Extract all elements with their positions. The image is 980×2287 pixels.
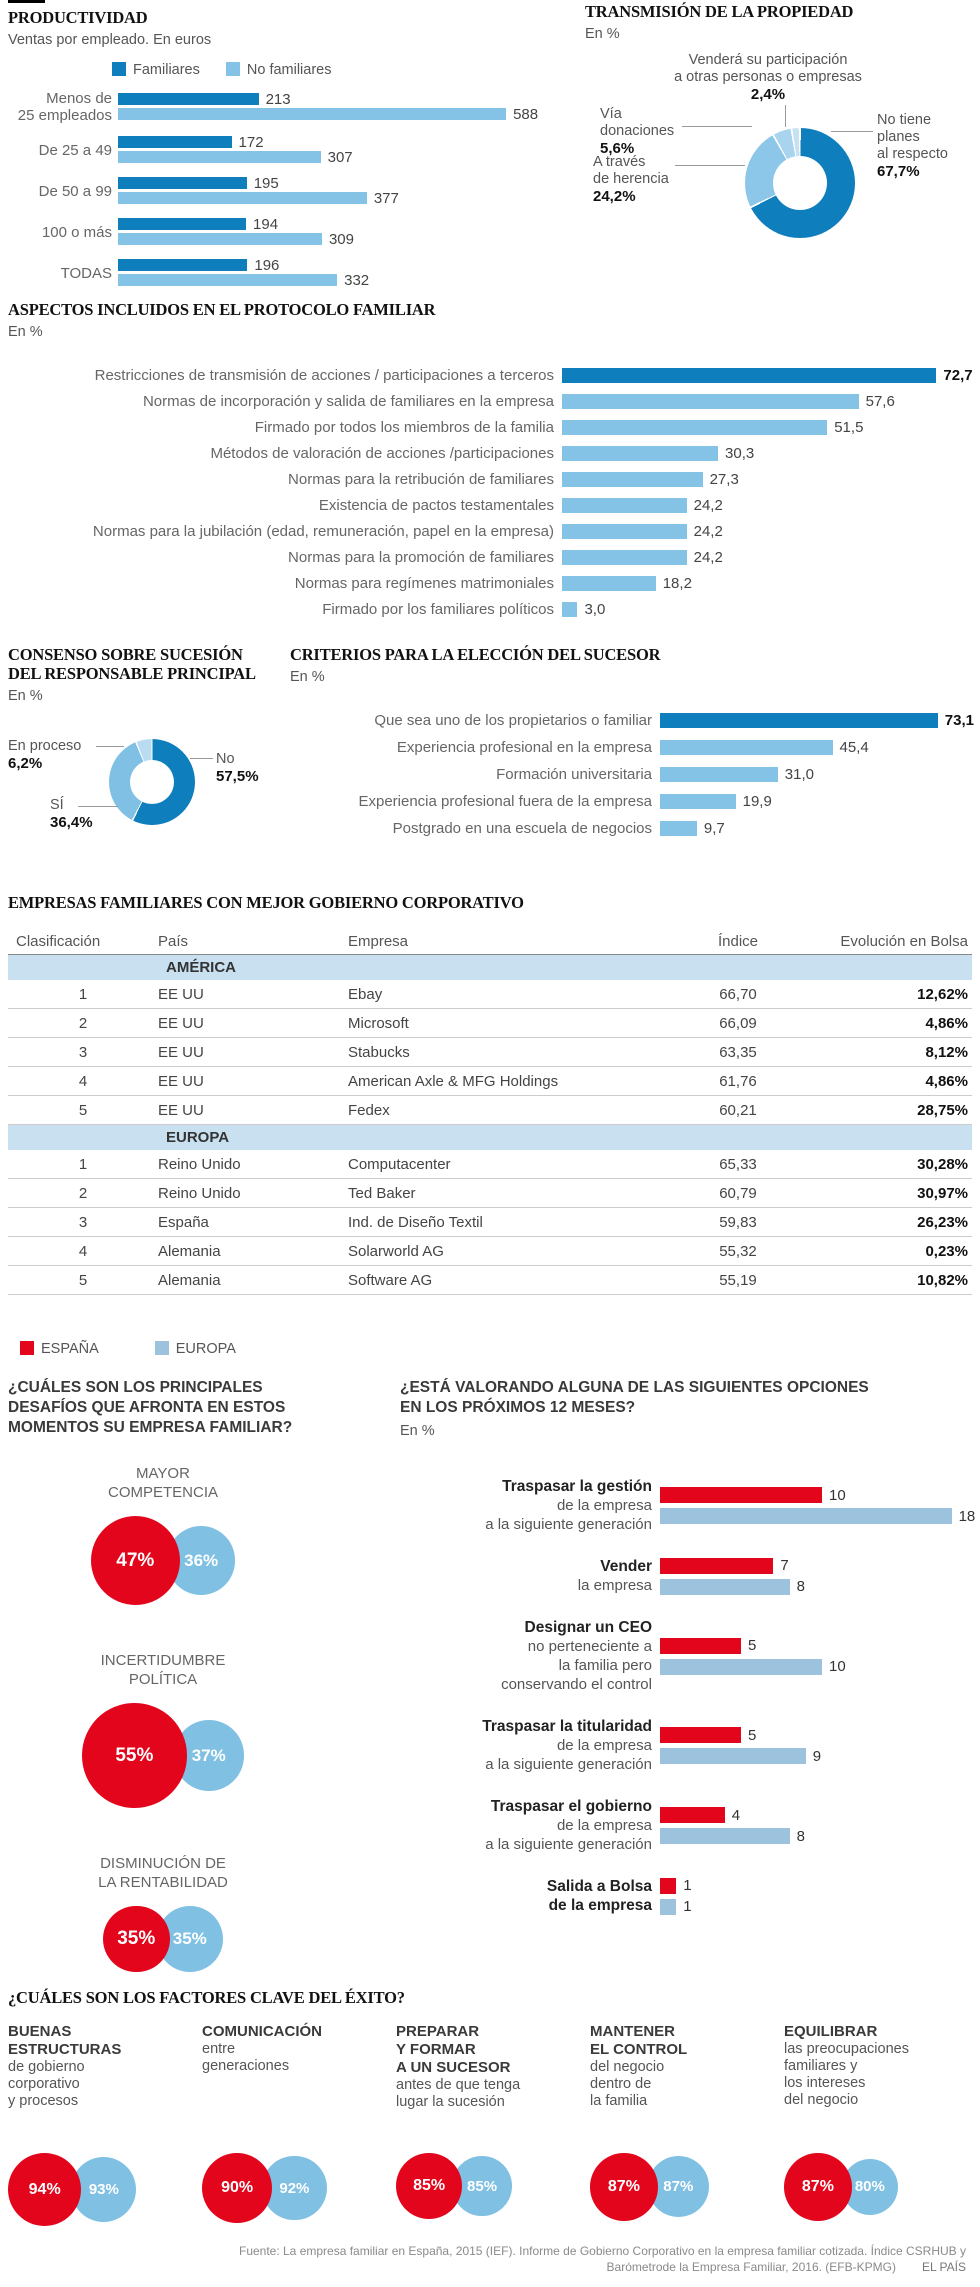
bar-value: 30,3 [725, 444, 755, 462]
col-header: País [158, 932, 189, 950]
leader-line [675, 165, 745, 166]
bar-europa [660, 1748, 806, 1764]
bar [562, 394, 859, 409]
bar-value: 57,6 [865, 392, 895, 410]
section-opciones-12-meses [400, 1378, 978, 1938]
bar [660, 767, 778, 782]
section-consenso-sucesion [8, 645, 273, 885]
bar-espana [660, 1727, 741, 1743]
bar-no-familiares [118, 274, 337, 286]
opcion-label: Traspasar el gobierno de la empresa a la siguiente generación [485, 1798, 652, 1853]
bar-value: 3,0 [584, 600, 606, 618]
annotation-en-proceso: En proceso 6,2% [8, 738, 82, 772]
bubble-espana: 87% [590, 2153, 658, 2221]
bar-value: 19,9 [742, 793, 772, 810]
publisher-brand: EL PAÍS [921, 2260, 966, 2274]
prod-category-label: De 25 a 49 [38, 141, 112, 159]
opcion-item: Designar un CEO no perteneciente a la familia pero conservando el control 5 10 [400, 1618, 978, 1694]
bubble-espana: 90% [202, 2153, 272, 2223]
bar-espana [660, 1807, 725, 1823]
opcion-item: Traspasar el gobierno de la empresa a la siguiente generación 4 8 [400, 1797, 978, 1854]
bar [562, 550, 687, 565]
section-criterios-sucesor [290, 645, 978, 842]
aspectos-row: Normas para regímenes matrimoniales 18,2 [294, 574, 692, 592]
prod-row [8, 135, 568, 165]
bar-espana [660, 1638, 741, 1654]
annotation-herencia: A través de herencia 24,2% [593, 154, 669, 205]
bar-familiares [118, 259, 247, 271]
prod-row [8, 217, 568, 247]
opcion-label: Designar un CEO no perteneciente a la familia pero conservando el control [501, 1619, 652, 1693]
bubble-espana: 35% [103, 1906, 170, 1973]
section-title: ¿CUÁLES SON LOS PRINCIPALES DESAFÍOS QUE AFRONTA EN ESTOS MOMENTOS SU EMPRESA FAMILIAR? [8, 1379, 293, 1436]
section-transmision [585, 2, 978, 262]
desafio-item [8, 1651, 318, 1808]
table-gobierno [8, 928, 972, 1295]
opcion-label: Salida a Bolsa de la empresa [546, 1878, 652, 1914]
bar-no-familiares [118, 233, 322, 245]
bar [562, 368, 936, 383]
aspectos-row: Firmado por los familiares políticos 3,0 [322, 600, 606, 618]
table-section-europa: EUROPA [8, 1125, 972, 1150]
section-title: CRITERIOS PARA LA ELECCIÓN DEL SUCESOR [290, 645, 661, 664]
aspectos-row: Existencia de pactos testamentales 24,2 [318, 496, 723, 514]
source-line-1: Fuente: La empresa familiar en España, 2015 (IEF). Informe de Gobierno Corporativo en la empresa familiar cotizada. Índice CSRHUB y [238, 2244, 966, 2258]
section-title: TRANSMISIÓN DE LA PROPIEDAD [585, 2, 854, 21]
bar-europa [660, 1659, 822, 1675]
section-accent-bar [8, 0, 45, 3]
bar-value: 332 [344, 271, 370, 289]
bar-value: 196 [254, 256, 280, 274]
leader-line [831, 131, 873, 132]
bar [660, 821, 697, 836]
bar [562, 446, 718, 461]
donut-consenso [109, 739, 195, 825]
bar-europa [660, 1579, 790, 1595]
section-factores-exito [8, 1988, 976, 2226]
bar-value: 588 [513, 105, 539, 123]
aspectos-row: Métodos de valoración de acciones /participaciones 30,3 [210, 444, 755, 462]
section-subtitle: En % [400, 1423, 435, 1439]
bubble-europa: 93% [71, 2157, 136, 2222]
bar [660, 713, 938, 728]
opcion-item: Traspasar la gestión de la empresa a la siguiente generación 10 18 [400, 1477, 978, 1534]
desafio-label: MAYOR COMPETENCIA [107, 1465, 218, 1501]
table-row: 3 España Ind. de Diseño Textil 59,83 26,23% [8, 1208, 972, 1237]
bubble-europa: 80% [842, 2159, 898, 2215]
desafio-item [8, 1464, 318, 1605]
col-header: Evolución en Bolsa [840, 932, 968, 950]
bar-europa [660, 1508, 952, 1524]
section-title: ¿CUÁLES SON LOS FACTORES CLAVE DEL ÉXITO? [8, 1988, 405, 2007]
bubble-espana: 47% [91, 1516, 180, 1605]
legend-label-no-familiares: No familiares [246, 62, 332, 78]
col-header: Índice [717, 932, 759, 950]
legend-espana-europa [20, 1341, 236, 1357]
bar [562, 498, 687, 513]
bar [562, 472, 703, 487]
table-row: 1 Reino Unido Computacenter 65,33 30,28% [8, 1150, 972, 1179]
factor-item [784, 2023, 978, 2226]
criterios-row: Experiencia profesional en la empresa 45,4 [396, 739, 869, 756]
section-title: PRODUCTIVIDAD [8, 8, 148, 27]
aspectos-row: Firmado por todos los miembros de la familia 51,5 [254, 418, 864, 436]
section-desafios [8, 1378, 343, 1972]
source-footer [0, 2243, 966, 2275]
opcion-label: Traspasar la titularidad de la empresa a la siguiente generación [482, 1718, 652, 1773]
desafio-label: INCERTIDUMBRE POLÍTICA [100, 1652, 226, 1689]
leader-line [190, 758, 213, 759]
bar [562, 420, 827, 435]
section-subtitle: En % [585, 26, 620, 42]
bar-espana [660, 1487, 822, 1503]
col-header: Empresa [348, 932, 409, 950]
bar-value: 377 [373, 189, 399, 207]
prod-row [8, 176, 568, 206]
legend-swatch-familiares [112, 62, 126, 76]
bar-no-familiares [118, 108, 506, 120]
section-title: ASPECTOS INCLUIDOS EN EL PROTOCOLO FAMILIAR [8, 300, 436, 319]
bar-value: 31,0 [784, 766, 814, 783]
factor-label: COMUNICACIÓN entre generaciones [202, 2023, 322, 2074]
bubble-europa: 85% [452, 2156, 512, 2216]
bar-value: 24,2 [693, 522, 723, 540]
section-aspectos-protocolo [8, 300, 974, 622]
table-header-row [8, 928, 972, 955]
table-row: 4 EE UU American Axle & MFG Holdings 61,76 4,86% [8, 1067, 972, 1096]
bar-value: 194 [253, 215, 279, 233]
bar-familiares [118, 93, 259, 105]
section-tabla-gobierno [8, 893, 972, 1295]
bar [660, 740, 833, 755]
bar-europa [660, 1899, 676, 1915]
donut-transmision [745, 128, 855, 238]
desafio-label: DISMINUCIÓN DE LA RENTABILIDAD [98, 1854, 228, 1891]
legend-swatch-no-familiares [226, 62, 240, 76]
bar-value: 213 [265, 90, 291, 108]
legend-label-espana: ESPAÑA [41, 1341, 99, 1357]
criterios-row: Experiencia profesional fuera de la empresa 19,9 [358, 793, 772, 810]
bubble-europa: 37% [174, 1720, 244, 1790]
prod-category-label: Menos de 25 empleados [17, 90, 112, 124]
legend-label-europa: EUROPA [175, 1341, 236, 1357]
prod-row [8, 258, 568, 288]
bar-value: 45,4 [839, 739, 869, 756]
criterios-row: Postgrado en una escuela de negocios 9,7 [392, 820, 725, 837]
bar-no-familiares [118, 192, 367, 204]
leader-line [96, 746, 124, 747]
bar-value: 27,3 [709, 470, 739, 488]
legend-label-familiares: Familiares [133, 62, 200, 78]
legend-productividad [112, 62, 568, 78]
bubble-espana: 55% [82, 1703, 187, 1808]
bar-value: 9,7 [703, 820, 725, 837]
table-section-america: AMÉRICA [8, 955, 972, 980]
bar-value: 309 [328, 230, 354, 248]
bar-value: 51,5 [834, 418, 864, 436]
prod-category-label: 100 o más [41, 223, 112, 241]
annotation-no: No 57,5% [216, 751, 259, 785]
source-line-2: Barómetrode la Empresa Familiar, 2016. (EFB-KPMG) [606, 2260, 896, 2274]
bar-familiares [118, 177, 247, 189]
table-row: 4 Alemania Solarworld AG 55,32 0,23% [8, 1237, 972, 1266]
bar-familiares [118, 136, 232, 148]
annotation-vendera: Venderá su participación a otras personas o empresas 2,4% [674, 52, 862, 103]
factor-item [8, 2023, 202, 2226]
factor-item [202, 2023, 396, 2226]
factor-label: PREPARAR Y FORMAR A UN SUCESOR antes de que tenga lugar la sucesión [396, 2023, 521, 2110]
bubble-espana: 85% [396, 2153, 462, 2219]
bar-value: 72,7 [943, 366, 973, 384]
section-subtitle: En % [8, 688, 43, 704]
factor-label: BUENAS ESTRUCTURAS de gobierno corporativo y procesos [8, 2023, 122, 2109]
bar-value: 195 [253, 174, 279, 192]
bubble-espana: 87% [784, 2153, 852, 2221]
section-subtitle: Ventas por empleado. En euros [8, 32, 212, 48]
opcion-label: Traspasar la gestión de la empresa a la siguiente generación [485, 1478, 652, 1533]
bubble-europa: 87% [648, 2156, 709, 2217]
table-row: 3 EE UU Stabucks 63,35 8,12% [8, 1038, 972, 1067]
bar-value: 172 [238, 133, 264, 151]
legend-swatch-espana [20, 1341, 34, 1355]
bar-value: 18,2 [662, 574, 692, 592]
aspectos-row: Normas para la jubilación (edad, remuneración, papel en la empresa) 24,2 [92, 522, 723, 540]
col-header: Clasificación [16, 932, 101, 950]
aspectos-row: Normas para la retribución de familiares 27,3 [288, 470, 739, 488]
leader-line [785, 105, 786, 127]
table-row: 2 EE UU Microsoft 66,09 4,86% [8, 1009, 972, 1038]
bar-value: 73,1 [944, 712, 974, 729]
bar-espana [660, 1878, 676, 1894]
aspectos-row: Normas para la promoción de familiares 24,2 [288, 548, 723, 566]
criterios-row: Formación universitaria 31,0 [496, 766, 814, 783]
prod-category-label: TODAS [60, 264, 112, 282]
opcion-item: Salida a Bolsa de la empresa 1 1 [400, 1877, 978, 1915]
desafio-item [8, 1854, 318, 1973]
factor-item [396, 2023, 590, 2226]
table-row: 1 EE UU Ebay 66,70 12,62% [8, 980, 972, 1009]
section-title: CONSENSO SOBRE SUCESIÓN DEL RESPONSABLE PRINCIPAL [8, 645, 256, 683]
bar-value: 24,2 [693, 548, 723, 566]
prod-category-label: De 50 a 99 [38, 182, 112, 200]
bar [562, 576, 656, 591]
section-title: EMPRESAS FAMILIARES CON MEJOR GOBIERNO CORPORATIVO [8, 893, 524, 912]
criterios-row: Que sea uno de los propietarios o familiar 73,1 [374, 712, 974, 729]
annotation-donaciones: Vía donaciones 5,6% [600, 106, 675, 157]
aspectos-row: Normas de incorporación y salida de familiares en la empresa 57,6 [142, 392, 895, 410]
section-productividad [8, 0, 568, 299]
leader-line [682, 126, 752, 127]
table-row: 2 Reino Unido Ted Baker 60,79 30,97% [8, 1179, 972, 1208]
bar [562, 602, 577, 617]
opcion-item: Vender la empresa 7 8 [400, 1557, 978, 1595]
bar-value: 307 [327, 148, 353, 166]
bar-familiares [118, 218, 246, 230]
factor-label: MANTENER EL CONTROL del negocio dentro de la familia [590, 2023, 688, 2109]
factor-label: EQUILIBRAR las preocupaciones familiares y los intereses del negocio [784, 2023, 909, 2108]
bar-no-familiares [118, 151, 321, 163]
bar [562, 524, 687, 539]
annotation-no-tiene-planes: No tiene planes al respecto 67,7% [877, 112, 948, 180]
bubble-espana: 94% [8, 2153, 81, 2226]
annotation-si: SÍ 36,4% [50, 797, 93, 831]
bubble-europa: 36% [167, 1526, 235, 1594]
aspectos-row: Restricciones de transmisión de acciones / participaciones a terceros 72,7 [94, 366, 973, 384]
section-subtitle: En % [8, 324, 43, 340]
bubble-europa: 35% [157, 1906, 224, 1973]
prod-row [8, 90, 568, 124]
bar [660, 794, 736, 809]
section-subtitle: En % [290, 669, 325, 685]
section-title: ¿ESTÁ VALORANDO ALGUNA DE LAS SIGUIENTES OPCIONES EN LOS PRÓXIMOS 12 MESES? [400, 1379, 869, 1416]
bubble-europa: 92% [262, 2156, 326, 2220]
legend-swatch-europa [155, 1341, 169, 1355]
table-row: 5 Alemania Software AG 55,19 10,82% [8, 1266, 972, 1295]
table-row: 5 EE UU Fedex 60,21 28,75% [8, 1096, 972, 1125]
opcion-label: Vender la empresa [577, 1558, 652, 1594]
bar-value: 24,2 [693, 496, 723, 514]
factor-item [590, 2023, 784, 2226]
bar-europa [660, 1828, 790, 1844]
leader-line [78, 806, 118, 807]
bar-espana [660, 1558, 773, 1574]
opcion-item: Traspasar la titularidad de la empresa a la siguiente generación 5 9 [400, 1717, 978, 1774]
